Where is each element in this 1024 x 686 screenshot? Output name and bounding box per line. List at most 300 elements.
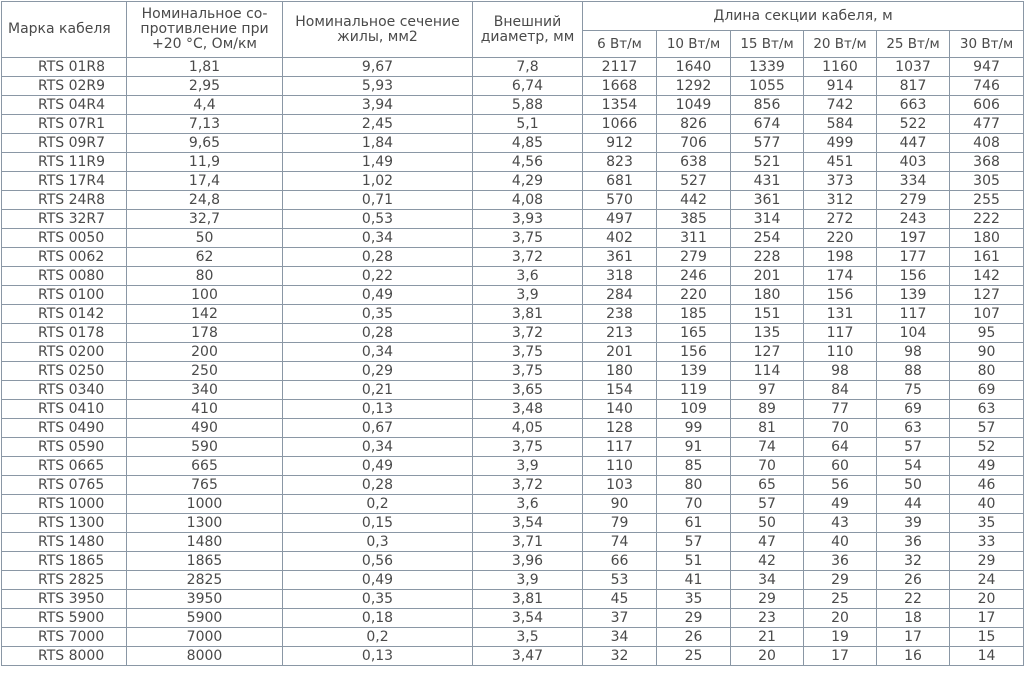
cell-len-25: 54 (877, 457, 950, 476)
cell-len-25: 32 (877, 552, 950, 571)
cell-len-30: 63 (950, 400, 1024, 419)
cell-len-25: 817 (877, 77, 950, 96)
cell-section: 0,28 (283, 476, 473, 495)
cell-resistance: 200 (127, 343, 283, 362)
cell-len-30: 14 (950, 647, 1024, 666)
cell-section: 0,3 (283, 533, 473, 552)
cell-len-20: 451 (804, 153, 877, 172)
cell-diameter: 3,75 (473, 343, 583, 362)
cell-len-20: 17 (804, 647, 877, 666)
cell-section: 9,67 (283, 58, 473, 77)
table-row (2, 172, 1024, 191)
cell-diameter: 4,56 (473, 153, 583, 172)
cell-len-25: 57 (877, 438, 950, 457)
cell-len-10: 706 (657, 134, 731, 153)
cell-brand: RTS 0665 (2, 457, 127, 476)
cell-brand: RTS 8000 (2, 647, 127, 666)
cell-resistance: 178 (127, 324, 283, 343)
cell-resistance: 1865 (127, 552, 283, 571)
table-row (2, 362, 1024, 381)
cell-len-20: 98 (804, 362, 877, 381)
cell-len-30: 606 (950, 96, 1024, 115)
cell-len-10: 185 (657, 305, 731, 324)
table-row (2, 210, 1024, 229)
cell-len-10: 638 (657, 153, 731, 172)
cell-resistance: 142 (127, 305, 283, 324)
cell-section: 0,29 (283, 362, 473, 381)
cell-diameter: 3,72 (473, 248, 583, 267)
cell-diameter: 3,81 (473, 305, 583, 324)
cell-len-25: 447 (877, 134, 950, 153)
table-row (2, 58, 1024, 77)
cell-len-25: 16 (877, 647, 950, 666)
cell-section: 0,35 (283, 305, 473, 324)
cell-len-25: 156 (877, 267, 950, 286)
cell-resistance: 1000 (127, 495, 283, 514)
cell-len-10: 311 (657, 229, 731, 248)
cell-len-15: 74 (731, 438, 804, 457)
header-power-30: 30 Вт/м (950, 31, 1024, 58)
cell-len-15: 151 (731, 305, 804, 324)
cell-len-20: 117 (804, 324, 877, 343)
header-resistance: Номинальное со-противление при +20 °С, Ом/км (127, 2, 283, 58)
cell-len-25: 403 (877, 153, 950, 172)
cell-len-15: 521 (731, 153, 804, 172)
cell-diameter: 3,72 (473, 476, 583, 495)
cell-len-6: 1354 (583, 96, 657, 115)
cell-brand: RTS 24R8 (2, 191, 127, 210)
cell-len-25: 197 (877, 229, 950, 248)
cell-section: 0,67 (283, 419, 473, 438)
cell-resistance: 11,9 (127, 153, 283, 172)
cell-brand: RTS 1480 (2, 533, 127, 552)
cell-brand: RTS 02R9 (2, 77, 127, 96)
cell-section: 1,49 (283, 153, 473, 172)
cell-resistance: 100 (127, 286, 283, 305)
cell-brand: RTS 32R7 (2, 210, 127, 229)
cell-len-15: 34 (731, 571, 804, 590)
cell-section: 0,18 (283, 609, 473, 628)
cell-len-10: 156 (657, 343, 731, 362)
cell-len-20: 64 (804, 438, 877, 457)
cell-len-6: 34 (583, 628, 657, 647)
cell-len-25: 69 (877, 400, 950, 419)
cell-len-20: 156 (804, 286, 877, 305)
cell-brand: RTS 7000 (2, 628, 127, 647)
cell-resistance: 590 (127, 438, 283, 457)
cell-resistance: 32,7 (127, 210, 283, 229)
cell-brand: RTS 0062 (2, 248, 127, 267)
cell-section: 3,94 (283, 96, 473, 115)
cell-len-30: 408 (950, 134, 1024, 153)
cell-len-30: 57 (950, 419, 1024, 438)
cell-len-6: 2117 (583, 58, 657, 77)
cell-len-30: 29 (950, 552, 1024, 571)
cell-len-6: 90 (583, 495, 657, 514)
cell-len-30: 52 (950, 438, 1024, 457)
cell-len-6: 53 (583, 571, 657, 590)
cell-resistance: 665 (127, 457, 283, 476)
cell-len-15: 228 (731, 248, 804, 267)
cell-len-6: 32 (583, 647, 657, 666)
cell-brand: RTS 0250 (2, 362, 127, 381)
cell-len-25: 22 (877, 590, 950, 609)
cell-len-20: 312 (804, 191, 877, 210)
cell-len-15: 577 (731, 134, 804, 153)
cell-len-15: 42 (731, 552, 804, 571)
cell-resistance: 50 (127, 229, 283, 248)
cell-diameter: 5,88 (473, 96, 583, 115)
cell-len-15: 361 (731, 191, 804, 210)
cell-len-15: 23 (731, 609, 804, 628)
cell-brand: RTS 07R1 (2, 115, 127, 134)
cell-len-25: 104 (877, 324, 950, 343)
cell-resistance: 3950 (127, 590, 283, 609)
cell-len-30: 255 (950, 191, 1024, 210)
cell-len-15: 135 (731, 324, 804, 343)
cell-len-6: 37 (583, 609, 657, 628)
cell-diameter: 7,8 (473, 58, 583, 77)
table-row (2, 96, 1024, 115)
table-row (2, 533, 1024, 552)
cell-len-6: 103 (583, 476, 657, 495)
cell-len-20: 20 (804, 609, 877, 628)
cell-len-6: 284 (583, 286, 657, 305)
cell-diameter: 3,6 (473, 495, 583, 514)
table-row (2, 476, 1024, 495)
cell-len-6: 402 (583, 229, 657, 248)
cell-len-20: 84 (804, 381, 877, 400)
cell-len-10: 26 (657, 628, 731, 647)
cell-len-30: 35 (950, 514, 1024, 533)
cell-len-10: 80 (657, 476, 731, 495)
cell-len-30: 142 (950, 267, 1024, 286)
cell-brand: RTS 5900 (2, 609, 127, 628)
cell-diameter: 3,72 (473, 324, 583, 343)
cell-len-25: 18 (877, 609, 950, 628)
cell-len-20: 373 (804, 172, 877, 191)
cell-len-30: 80 (950, 362, 1024, 381)
cell-len-25: 17 (877, 628, 950, 647)
cell-len-20: 110 (804, 343, 877, 362)
cell-len-15: 97 (731, 381, 804, 400)
cell-len-25: 63 (877, 419, 950, 438)
table-row (2, 495, 1024, 514)
cell-len-6: 823 (583, 153, 657, 172)
cell-resistance: 8000 (127, 647, 283, 666)
cell-len-10: 25 (657, 647, 731, 666)
table-row (2, 286, 1024, 305)
cell-len-10: 1292 (657, 77, 731, 96)
cell-len-25: 177 (877, 248, 950, 267)
table-row (2, 77, 1024, 96)
cell-len-10: 119 (657, 381, 731, 400)
table-row (2, 343, 1024, 362)
cell-diameter: 3,9 (473, 571, 583, 590)
cell-diameter: 5,1 (473, 115, 583, 134)
cell-len-10: 826 (657, 115, 731, 134)
cell-len-6: 79 (583, 514, 657, 533)
cell-len-25: 98 (877, 343, 950, 362)
cell-len-15: 180 (731, 286, 804, 305)
cell-len-20: 43 (804, 514, 877, 533)
cell-len-6: 117 (583, 438, 657, 457)
cell-len-30: 127 (950, 286, 1024, 305)
cell-len-25: 117 (877, 305, 950, 324)
table-row (2, 590, 1024, 609)
cell-section: 0,34 (283, 343, 473, 362)
cell-len-10: 1049 (657, 96, 731, 115)
cell-section: 0,34 (283, 229, 473, 248)
cell-len-10: 279 (657, 248, 731, 267)
cell-len-6: 570 (583, 191, 657, 210)
cell-len-25: 1037 (877, 58, 950, 77)
cell-diameter: 3,96 (473, 552, 583, 571)
cell-len-15: 254 (731, 229, 804, 248)
cell-diameter: 3,75 (473, 438, 583, 457)
cell-len-10: 442 (657, 191, 731, 210)
table-row (2, 552, 1024, 571)
cell-len-6: 74 (583, 533, 657, 552)
cell-len-25: 243 (877, 210, 950, 229)
cell-diameter: 3,54 (473, 609, 583, 628)
table-row (2, 381, 1024, 400)
cell-len-10: 246 (657, 267, 731, 286)
cell-len-10: 91 (657, 438, 731, 457)
cell-len-30: 107 (950, 305, 1024, 324)
cell-brand: RTS 04R4 (2, 96, 127, 115)
cell-diameter: 3,93 (473, 210, 583, 229)
cell-diameter: 3,65 (473, 381, 583, 400)
cell-len-30: 746 (950, 77, 1024, 96)
table-row (2, 191, 1024, 210)
cell-section: 1,02 (283, 172, 473, 191)
cell-len-20: 174 (804, 267, 877, 286)
cell-len-25: 279 (877, 191, 950, 210)
cell-diameter: 6,74 (473, 77, 583, 96)
cell-len-25: 663 (877, 96, 950, 115)
cell-brand: RTS 1000 (2, 495, 127, 514)
cell-len-6: 180 (583, 362, 657, 381)
table-row (2, 115, 1024, 134)
cell-len-15: 201 (731, 267, 804, 286)
cell-len-20: 1160 (804, 58, 877, 77)
cell-diameter: 3,48 (473, 400, 583, 419)
cell-len-6: 238 (583, 305, 657, 324)
cell-len-6: 154 (583, 381, 657, 400)
cell-len-10: 527 (657, 172, 731, 191)
cell-brand: RTS 17R4 (2, 172, 127, 191)
cell-len-15: 1055 (731, 77, 804, 96)
cell-len-20: 77 (804, 400, 877, 419)
cell-len-15: 57 (731, 495, 804, 514)
cell-len-6: 361 (583, 248, 657, 267)
cell-diameter: 4,29 (473, 172, 583, 191)
cell-len-30: 49 (950, 457, 1024, 476)
cell-len-15: 431 (731, 172, 804, 191)
table-row (2, 438, 1024, 457)
table-row (2, 267, 1024, 286)
cell-len-15: 47 (731, 533, 804, 552)
table-row (2, 248, 1024, 267)
cell-section: 0,28 (283, 324, 473, 343)
cell-len-6: 140 (583, 400, 657, 419)
cell-len-20: 131 (804, 305, 877, 324)
cell-section: 0,53 (283, 210, 473, 229)
cell-section: 5,93 (283, 77, 473, 96)
cell-brand: RTS 0340 (2, 381, 127, 400)
cell-len-10: 99 (657, 419, 731, 438)
cell-resistance: 490 (127, 419, 283, 438)
cell-diameter: 3,47 (473, 647, 583, 666)
cell-len-10: 70 (657, 495, 731, 514)
header-power-6: 6 Вт/м (583, 31, 657, 58)
cell-len-30: 69 (950, 381, 1024, 400)
header-length-group: Длина секции кабеля, м (583, 2, 1024, 31)
cell-len-6: 128 (583, 419, 657, 438)
cell-section: 0,56 (283, 552, 473, 571)
cell-len-10: 165 (657, 324, 731, 343)
cell-len-30: 222 (950, 210, 1024, 229)
table-row (2, 457, 1024, 476)
cell-len-6: 1668 (583, 77, 657, 96)
cell-section: 0,13 (283, 647, 473, 666)
cell-diameter: 4,05 (473, 419, 583, 438)
cell-len-30: 17 (950, 609, 1024, 628)
cell-section: 1,84 (283, 134, 473, 153)
cell-brand: RTS 0765 (2, 476, 127, 495)
cell-len-10: 61 (657, 514, 731, 533)
cell-len-20: 36 (804, 552, 877, 571)
cell-len-10: 51 (657, 552, 731, 571)
cell-section: 0,21 (283, 381, 473, 400)
cell-section: 0,28 (283, 248, 473, 267)
cell-len-15: 70 (731, 457, 804, 476)
cell-section: 0,2 (283, 495, 473, 514)
cell-len-30: 95 (950, 324, 1024, 343)
cell-resistance: 1480 (127, 533, 283, 552)
cell-diameter: 4,85 (473, 134, 583, 153)
cell-section: 0,71 (283, 191, 473, 210)
cell-len-15: 127 (731, 343, 804, 362)
cell-len-10: 35 (657, 590, 731, 609)
cell-resistance: 765 (127, 476, 283, 495)
cell-section: 0,49 (283, 457, 473, 476)
cell-len-25: 334 (877, 172, 950, 191)
header-row-1 (2, 2, 1024, 31)
header-diameter: Внешний диаметр, мм (473, 2, 583, 58)
cell-resistance: 2825 (127, 571, 283, 590)
cell-len-20: 40 (804, 533, 877, 552)
cable-spec-table (1, 1, 1024, 666)
header-power-15: 15 Вт/м (731, 31, 804, 58)
cell-resistance: 9,65 (127, 134, 283, 153)
cell-resistance: 410 (127, 400, 283, 419)
cell-diameter: 3,6 (473, 267, 583, 286)
cell-diameter: 3,9 (473, 286, 583, 305)
cell-resistance: 80 (127, 267, 283, 286)
cell-len-30: 90 (950, 343, 1024, 362)
cell-diameter: 3,75 (473, 229, 583, 248)
cell-brand: RTS 0050 (2, 229, 127, 248)
cell-len-20: 742 (804, 96, 877, 115)
cell-len-6: 318 (583, 267, 657, 286)
cell-len-15: 856 (731, 96, 804, 115)
cell-brand: RTS 2825 (2, 571, 127, 590)
cell-len-10: 220 (657, 286, 731, 305)
cell-len-20: 220 (804, 229, 877, 248)
cell-len-6: 201 (583, 343, 657, 362)
cell-section: 0,13 (283, 400, 473, 419)
cell-len-20: 914 (804, 77, 877, 96)
cell-brand: RTS 3950 (2, 590, 127, 609)
cell-len-10: 57 (657, 533, 731, 552)
cell-brand: RTS 1865 (2, 552, 127, 571)
cell-len-6: 66 (583, 552, 657, 571)
table-row (2, 628, 1024, 647)
cell-resistance: 7,13 (127, 115, 283, 134)
cell-section: 0,22 (283, 267, 473, 286)
table-body (2, 58, 1024, 666)
cell-len-10: 385 (657, 210, 731, 229)
cell-len-6: 912 (583, 134, 657, 153)
cell-len-30: 15 (950, 628, 1024, 647)
cell-len-10: 109 (657, 400, 731, 419)
cell-len-30: 40 (950, 495, 1024, 514)
cell-len-25: 36 (877, 533, 950, 552)
cell-len-30: 947 (950, 58, 1024, 77)
cell-diameter: 3,81 (473, 590, 583, 609)
table-row (2, 134, 1024, 153)
cell-resistance: 5900 (127, 609, 283, 628)
cell-brand: RTS 0142 (2, 305, 127, 324)
cell-len-15: 314 (731, 210, 804, 229)
cell-len-15: 65 (731, 476, 804, 495)
cell-len-20: 29 (804, 571, 877, 590)
cell-resistance: 1300 (127, 514, 283, 533)
table-row (2, 514, 1024, 533)
cell-len-15: 89 (731, 400, 804, 419)
cell-len-30: 305 (950, 172, 1024, 191)
cell-section: 0,15 (283, 514, 473, 533)
cell-len-20: 499 (804, 134, 877, 153)
header-power-20: 20 Вт/м (804, 31, 877, 58)
cell-brand: RTS 0100 (2, 286, 127, 305)
cell-section: 0,34 (283, 438, 473, 457)
cell-resistance: 4,4 (127, 96, 283, 115)
cell-len-30: 33 (950, 533, 1024, 552)
cell-len-20: 56 (804, 476, 877, 495)
cell-len-30: 24 (950, 571, 1024, 590)
cell-len-6: 45 (583, 590, 657, 609)
cell-len-25: 26 (877, 571, 950, 590)
cell-resistance: 24,8 (127, 191, 283, 210)
cell-len-15: 81 (731, 419, 804, 438)
cell-section: 2,45 (283, 115, 473, 134)
table-row (2, 400, 1024, 419)
cell-section: 0,2 (283, 628, 473, 647)
cell-len-6: 213 (583, 324, 657, 343)
cell-len-20: 60 (804, 457, 877, 476)
cell-len-6: 1066 (583, 115, 657, 134)
table-row (2, 305, 1024, 324)
cell-len-10: 29 (657, 609, 731, 628)
cell-len-30: 46 (950, 476, 1024, 495)
cell-section: 0,35 (283, 590, 473, 609)
cell-len-20: 19 (804, 628, 877, 647)
cell-diameter: 3,71 (473, 533, 583, 552)
cell-len-10: 41 (657, 571, 731, 590)
